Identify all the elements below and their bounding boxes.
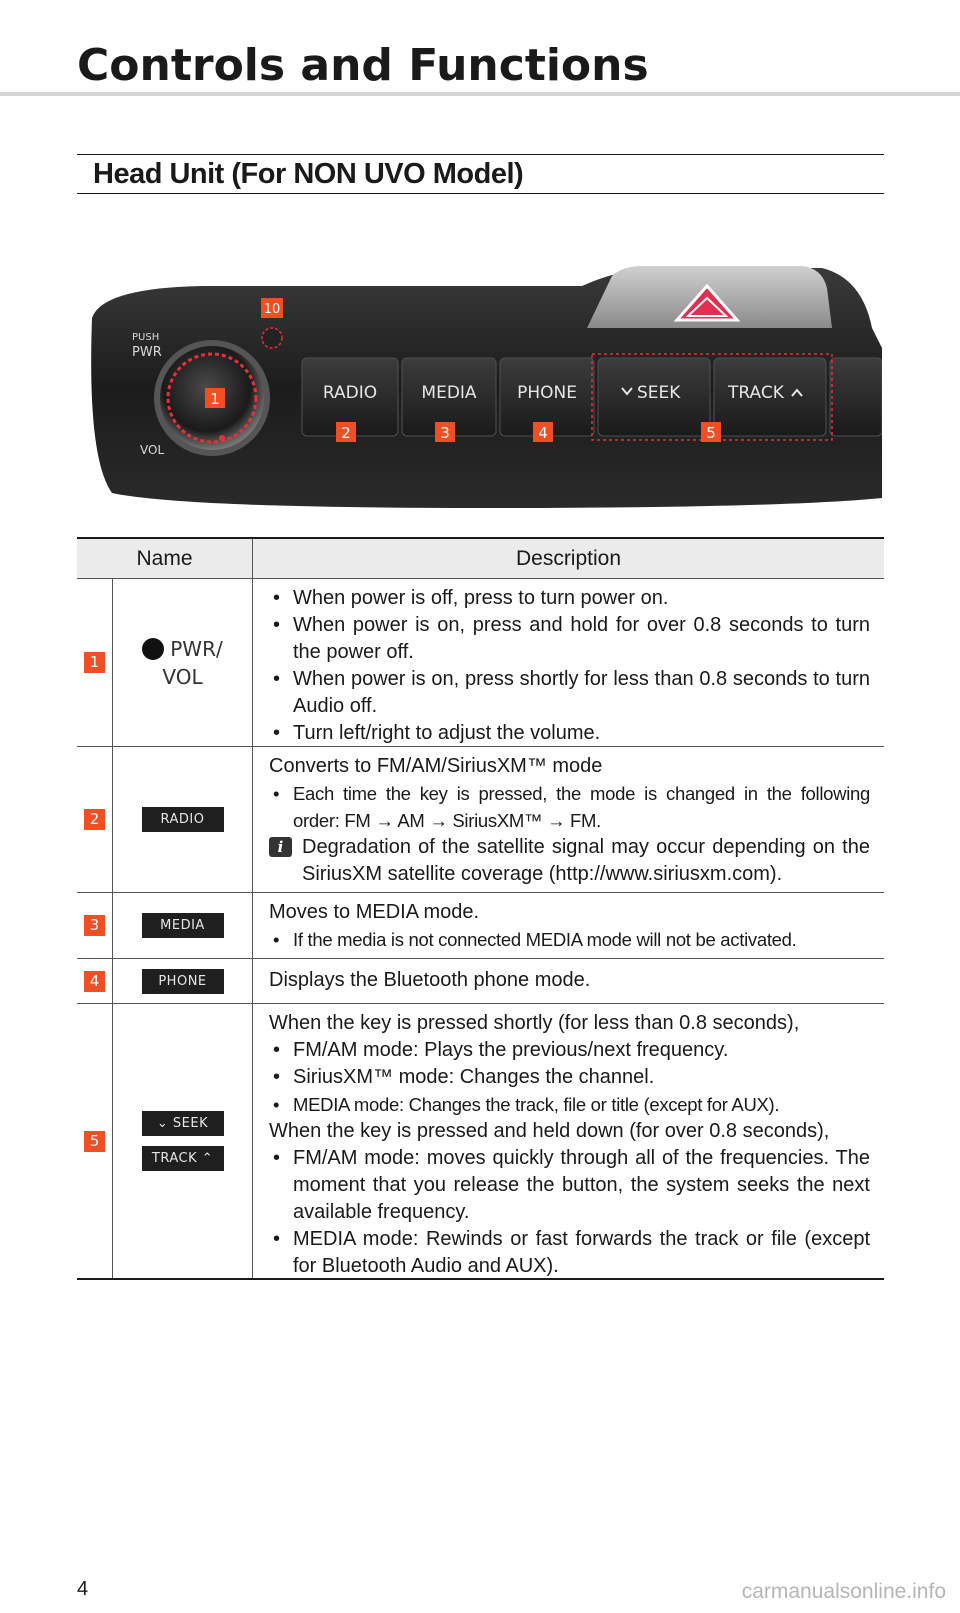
callout-3: 3 bbox=[440, 424, 450, 442]
seek-button-label: SEEK bbox=[637, 383, 681, 403]
description-bullet: When power is off, press to turn power on. bbox=[293, 587, 669, 609]
row-number-badge: 4 bbox=[84, 971, 105, 992]
description-lead: When the key is pressed shortly (for less than 0.8 seconds), bbox=[269, 1012, 800, 1034]
description-bullet: FM/AM mode: moves quickly through all of the frequencies. The moment that you release the button, the system seeks the next available frequency. bbox=[293, 1147, 870, 1223]
description-lead: Displays the Bluetooth phone mode. bbox=[269, 968, 591, 991]
head-unit-photo bbox=[82, 258, 882, 518]
description-bullet: FM/AM mode: Plays the previous/next frequency. bbox=[293, 1039, 729, 1061]
seek-key bbox=[142, 1111, 224, 1136]
table-row bbox=[77, 959, 884, 1004]
row-number-badge: 3 bbox=[84, 915, 105, 936]
description-lead: Converts to FM/AM/SiriusXM™ mode bbox=[269, 755, 603, 777]
pwr-label: PWR bbox=[132, 345, 162, 360]
knob-icon bbox=[142, 638, 164, 660]
track-button-label: TRACK bbox=[728, 383, 784, 403]
description-bullet: MEDIA mode: Rewinds or fast forwards the track or file (except for Bluetooth Audio and AUX). bbox=[293, 1228, 870, 1277]
description-bullet: SiriusXM™ mode: Changes the channel. bbox=[293, 1066, 655, 1088]
track-key-label: TRACK bbox=[151, 1151, 198, 1166]
title-divider bbox=[0, 92, 960, 96]
callout-1: 1 bbox=[210, 390, 220, 408]
page-title: Controls and Functions bbox=[77, 40, 649, 91]
description-note: Degradation of the satellite signal may occur depending on the SiriusXM satellite coverage (http://www.siriusxm.com). bbox=[302, 836, 870, 885]
pwr-vol-key bbox=[142, 637, 222, 689]
description-bullet: When power is on, press and hold for over 0.8 seconds to turn the power off. bbox=[293, 614, 870, 663]
table-row: 3 MEDIA Moves to MEDIA mode. • If the media is not connected MEDIA mode will not be activated. bbox=[77, 893, 884, 959]
page-number: 4 bbox=[77, 1578, 89, 1600]
row-number-badge: 5 bbox=[84, 1131, 105, 1152]
radio-key: RADIO bbox=[142, 807, 224, 832]
table-row: 1 PWR/ VOL • When power is off, press to turn power on. • When power is on, press and hold for over 0.8 seconds to turn the power off. • When power is on, press shortly for less than 0.8 seconds to turn Audio off. • Turn left/right to adjust the volume. bbox=[77, 579, 884, 747]
vol-label: VOL bbox=[140, 443, 165, 457]
description-bullet: If the media is not connected MEDIA mode will not be activated. bbox=[293, 929, 797, 950]
row-number-badge: 1 bbox=[84, 652, 105, 673]
description-lead: Moves to MEDIA mode. bbox=[269, 901, 480, 923]
table-row: 2 RADIO Converts to FM/AM/SiriusXM™ mode • Each time the key is pressed, the mode is changed in the following order: FM → AM → SiriusXM™ → FM. i Degradation of the satellite signal may occur depending on the SiriusXM satellite coverage (http://www.siriusxm.com). bbox=[77, 747, 884, 893]
callout-4: 4 bbox=[538, 424, 548, 442]
callout-5: 5 bbox=[706, 424, 716, 442]
push-label: PUSH bbox=[132, 332, 160, 343]
header-name: Name bbox=[77, 539, 253, 578]
row-number-badge: 2 bbox=[84, 809, 105, 830]
seek-key-label: SEEK bbox=[172, 1116, 209, 1131]
track-key bbox=[142, 1146, 224, 1171]
watermark: carmanualsonline.info bbox=[741, 1580, 946, 1603]
description-lead: When the key is pressed and held down (for over 0.8 seconds), bbox=[269, 1120, 830, 1142]
chevron-down-icon: ⌄ bbox=[156, 1116, 173, 1131]
phone-button-label: PHONE bbox=[517, 383, 577, 403]
pwr-label: PWR/ bbox=[170, 636, 223, 661]
vol-label: VOL bbox=[162, 664, 203, 689]
media-button-label: MEDIA bbox=[421, 383, 477, 403]
callout-10: 10 bbox=[263, 302, 281, 317]
phone-key: PHONE bbox=[142, 969, 224, 994]
table-header bbox=[77, 539, 884, 579]
section-title: Head Unit (For NON UVO Model) bbox=[93, 158, 524, 190]
section-header bbox=[77, 154, 884, 194]
info-icon: i bbox=[269, 837, 292, 857]
description-bullet: When power is on, press shortly for less than 0.8 seconds to turn Audio off. bbox=[293, 668, 870, 717]
radio-button-label: RADIO bbox=[322, 383, 378, 403]
chevron-up-icon: ⌃ bbox=[197, 1151, 214, 1166]
description-bullet: Turn left/right to adjust the volume. bbox=[293, 722, 601, 744]
callout-2: 2 bbox=[341, 424, 351, 442]
header-description: Description bbox=[515, 546, 622, 570]
table-row: 5 ⌄ SEEK TRACK ⌃ When the key is pressed shortly (for less than 0.8 seconds), • FM/AM mode: Plays the previous/next frequency. • SiriusXM™ mode: Changes the channel. • MEDIA mode: Changes the track, file or title (except for AUX). When the key is pressed and held down (for over 0.8 seconds), • FM/AM mode: moves quickly through all of the frequencies. The moment that you release the button, the system seeks the next available frequency. • MEDIA mode: Rewinds or fast forwards the track or file (except for Bluetooth Audio and AUX). bbox=[77, 1004, 884, 1278]
controls-table bbox=[77, 537, 884, 1280]
description-bullet: Each time the key is pressed, the mode is changed in the following order: FM → AM → SiriusXM™ → FM. bbox=[293, 783, 870, 831]
description-bullet: MEDIA mode: Changes the track, file or title (except for AUX). bbox=[293, 1094, 780, 1115]
media-key: MEDIA bbox=[142, 913, 224, 938]
